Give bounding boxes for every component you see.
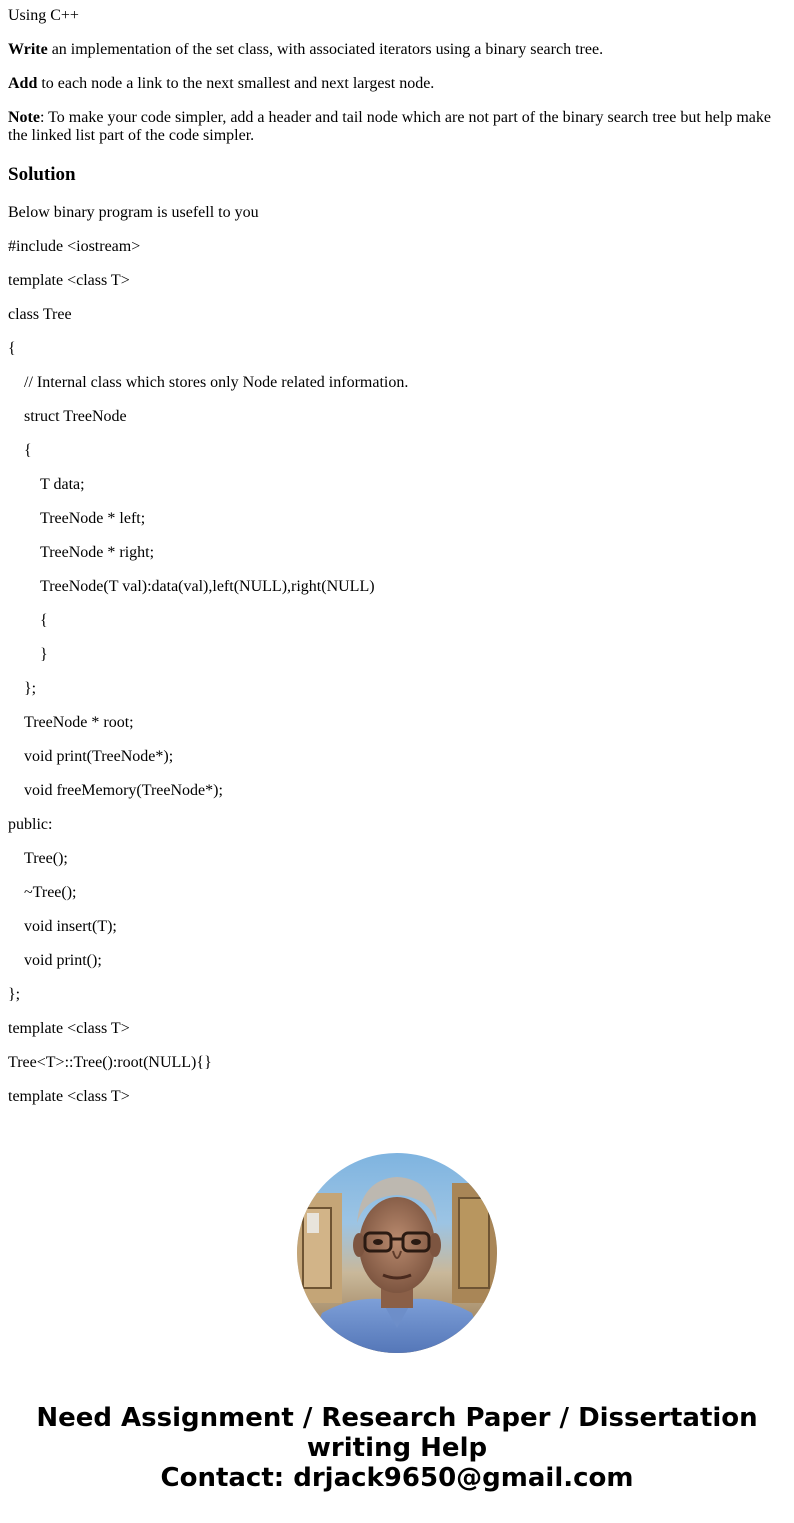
note-label: Note: [8, 109, 40, 126]
write-label: Write: [8, 41, 48, 58]
code-line: struct TreeNode: [24, 408, 127, 425]
code-line: TreeNode * root;: [24, 714, 134, 731]
code-line: T data;: [40, 476, 85, 493]
author-photo: [297, 1153, 497, 1353]
code-line: ~Tree();: [24, 884, 77, 901]
code-line: class Tree: [8, 306, 72, 323]
code-line: #include <iostream>: [8, 238, 141, 255]
code-line: {: [40, 612, 48, 629]
write-text: an implementation of the set class, with associated iterators using a binary search tree.: [47, 41, 604, 58]
code-line: void insert(T);: [24, 918, 117, 935]
solution-heading: Solution: [8, 164, 76, 185]
add-text: to each node a link to the next smallest and next largest node.: [37, 75, 435, 92]
note-paragraph: [8, 109, 778, 145]
note-text: : To make your code simpler, add a header and tail node which are not part of the binary search tree but help make the linked list part of the code simpler.: [8, 109, 771, 144]
code-line: // Internal class which stores only Node related information.: [24, 374, 409, 391]
add-paragraph: [8, 75, 786, 93]
author-portrait-image: [297, 1153, 497, 1353]
footer-contact: Contact: drjack9650@gmail.com: [160, 1463, 634, 1493]
intro-text: Using C++: [8, 7, 79, 24]
code-line: public:: [8, 816, 53, 833]
code-line: Tree<T>::Tree():root(NULL){}: [8, 1054, 212, 1071]
code-line: template <class T>: [8, 1020, 130, 1037]
code-line: template <class T>: [8, 272, 130, 289]
footer-line-2: writing Help: [306, 1433, 488, 1463]
code-line: };: [8, 986, 21, 1003]
add-label: Add: [8, 75, 38, 92]
code-line: }: [40, 646, 48, 663]
footer-banner: [0, 1403, 794, 1493]
code-line: template <class T>: [8, 1088, 130, 1105]
solution-intro: Below binary program is usefell to you: [8, 204, 259, 221]
footer-line-1: Need Assignment / Research Paper / Dissertation: [36, 1403, 758, 1433]
code-line: };: [24, 680, 37, 697]
code-line: TreeNode * left;: [40, 510, 146, 527]
code-line: void print(TreeNode*);: [24, 748, 174, 765]
code-line: TreeNode * right;: [40, 544, 155, 561]
code-line: void print();: [24, 952, 102, 969]
code-line: TreeNode(T val):data(val),left(NULL),right(NULL): [40, 578, 375, 595]
write-paragraph: [8, 41, 786, 59]
code-line: {: [24, 442, 32, 459]
code-line: void freeMemory(TreeNode*);: [24, 782, 223, 799]
code-line: Tree();: [24, 850, 68, 867]
code-line: {: [8, 340, 16, 357]
